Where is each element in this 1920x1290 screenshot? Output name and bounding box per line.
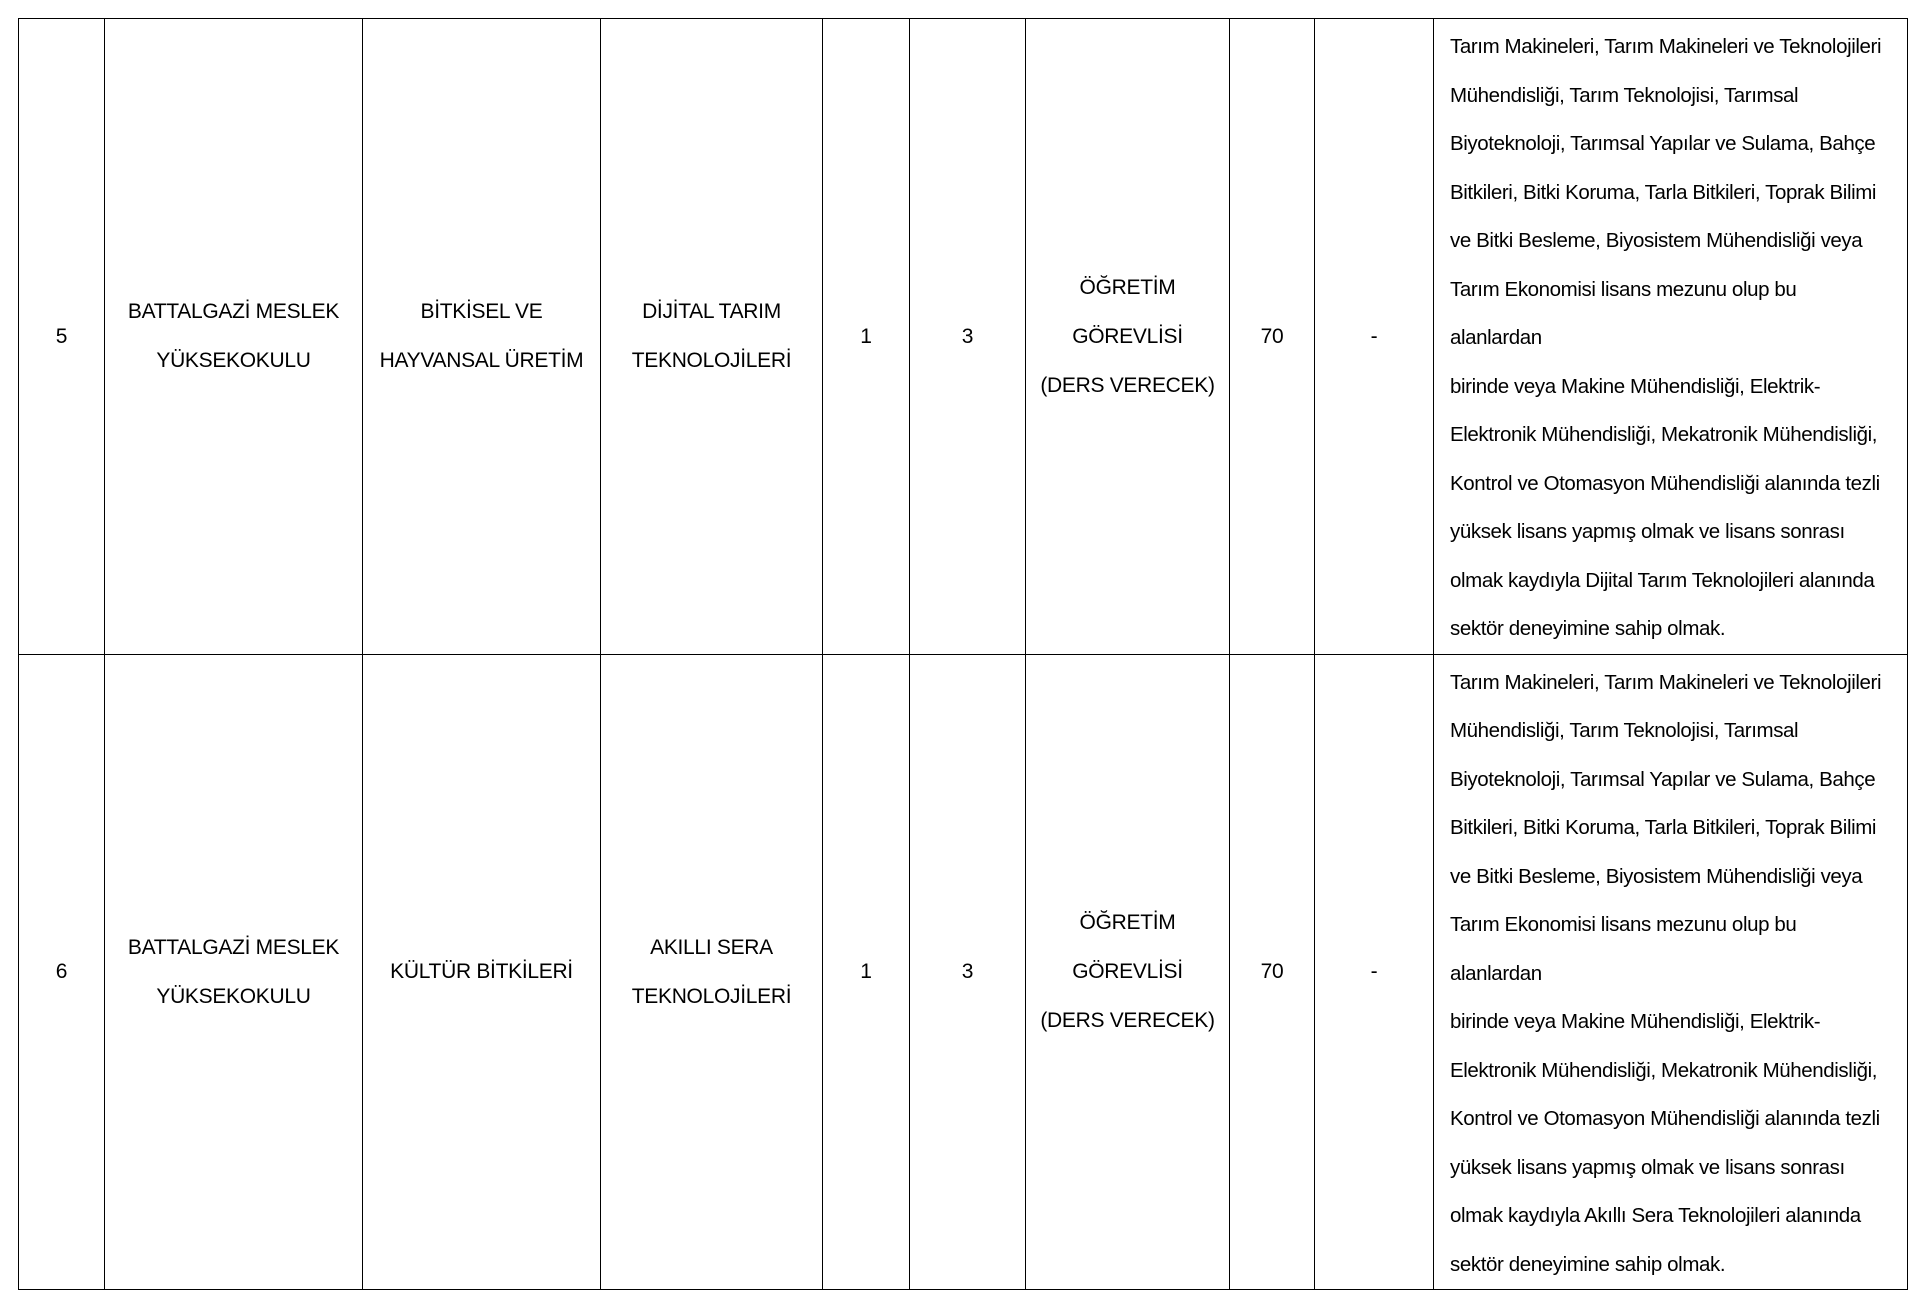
position-degree: 3 [961, 960, 974, 984]
position-degree: 3 [961, 324, 974, 348]
position-table [18, 18, 1908, 1290]
table-row [19, 19, 1908, 655]
count-cell [823, 654, 910, 1290]
score-cell [1230, 19, 1315, 655]
program-cell [601, 654, 823, 1290]
count-cell [823, 19, 910, 655]
position-title: ÖĞRETİM GÖREVLİSİ (DERS VERECEK) [1040, 275, 1215, 397]
degree-cell [910, 19, 1026, 655]
title-cell [1026, 654, 1230, 1290]
other-cell [1315, 654, 1434, 1290]
row-number: 5 [55, 324, 68, 348]
position-title: ÖĞRETİM GÖREVLİSİ (DERS VERECEK) [1040, 911, 1215, 1033]
department-cell [363, 654, 601, 1290]
department-name: BİTKİSEL VE HAYVANSAL ÜRETİM [379, 300, 584, 373]
other-value: - [1370, 324, 1378, 348]
department-name: KÜLTÜR BİTKİLERİ [390, 960, 573, 984]
row-number: 6 [55, 960, 68, 984]
unit-cell [105, 19, 363, 655]
row-number-cell [19, 19, 105, 655]
title-cell [1026, 19, 1230, 655]
position-count: 1 [860, 324, 872, 348]
score-cell [1230, 654, 1315, 1290]
requirements-text: Tarım Makineleri, Tarım Makineleri ve Teknolojileri Mühendisliği, Tarım Teknolojisi, Tarımsal Biyoteknoloji, Tarımsal Yapılar ve Sulama, Bahçe Bitkileri, Bitki Koruma, Tarla Bitkileri, Toprak Bilimi ve Bitki Besleme, Biyosistem Mühendisliği veya Tarım Ekonomisi lisans mezunu olup bu alanlardan birinde veya Makine Mühendisliği, Elektrik- Elektronik Mühendisliği, Mekatronik Mühendisliği, Kontrol ve Otomasyon Mühendisliği alanında tezli yüksek lisans yapmış olmak ve lisans sonrası olmak kaydıyla Dijital Tarım Teknolojileri alanında sektör deneyimine sahip olmak. [1450, 35, 1882, 640]
required-score: 70 [1260, 960, 1284, 984]
other-value: - [1370, 960, 1378, 984]
unit-name: BATTALGAZİ MESLEK YÜKSEKOKULU [127, 300, 340, 373]
other-cell [1315, 19, 1434, 655]
required-score: 70 [1260, 324, 1284, 348]
program-name: AKILLI SERA TEKNOLOJİLERİ [631, 935, 792, 1008]
requirements-cell [1434, 654, 1908, 1290]
row-number-cell [19, 654, 105, 1290]
department-cell [363, 19, 601, 655]
unit-cell [105, 654, 363, 1290]
program-name: DİJİTAL TARIM TEKNOLOJİLERİ [631, 300, 792, 373]
requirements-cell [1434, 19, 1908, 655]
position-count: 1 [860, 960, 872, 984]
degree-cell [910, 654, 1026, 1290]
program-cell [601, 19, 823, 655]
table-row [19, 654, 1908, 1290]
unit-name: BATTALGAZİ MESLEK YÜKSEKOKULU [127, 935, 340, 1008]
requirements-text: Tarım Makineleri, Tarım Makineleri ve Teknolojileri Mühendisliği, Tarım Teknolojisi, Tarımsal Biyoteknoloji, Tarımsal Yapılar ve Sulama, Bahçe Bitkileri, Bitki Koruma, Tarla Bitkileri, Toprak Bilimi ve Bitki Besleme, Biyosistem Mühendisliği veya Tarım Ekonomisi lisans mezunu olup bu alanlardan birinde veya Makine Mühendisliği, Elektrik- Elektronik Mühendisliği, Mekatronik Mühendisliği, Kontrol ve Otomasyon Mühendisliği alanında tezli yüksek lisans yapmış olmak ve lisans sonrası olmak kaydıyla Akıllı Sera Teknolojileri alanında sektör deneyimine sahip olmak. [1450, 670, 1882, 1276]
